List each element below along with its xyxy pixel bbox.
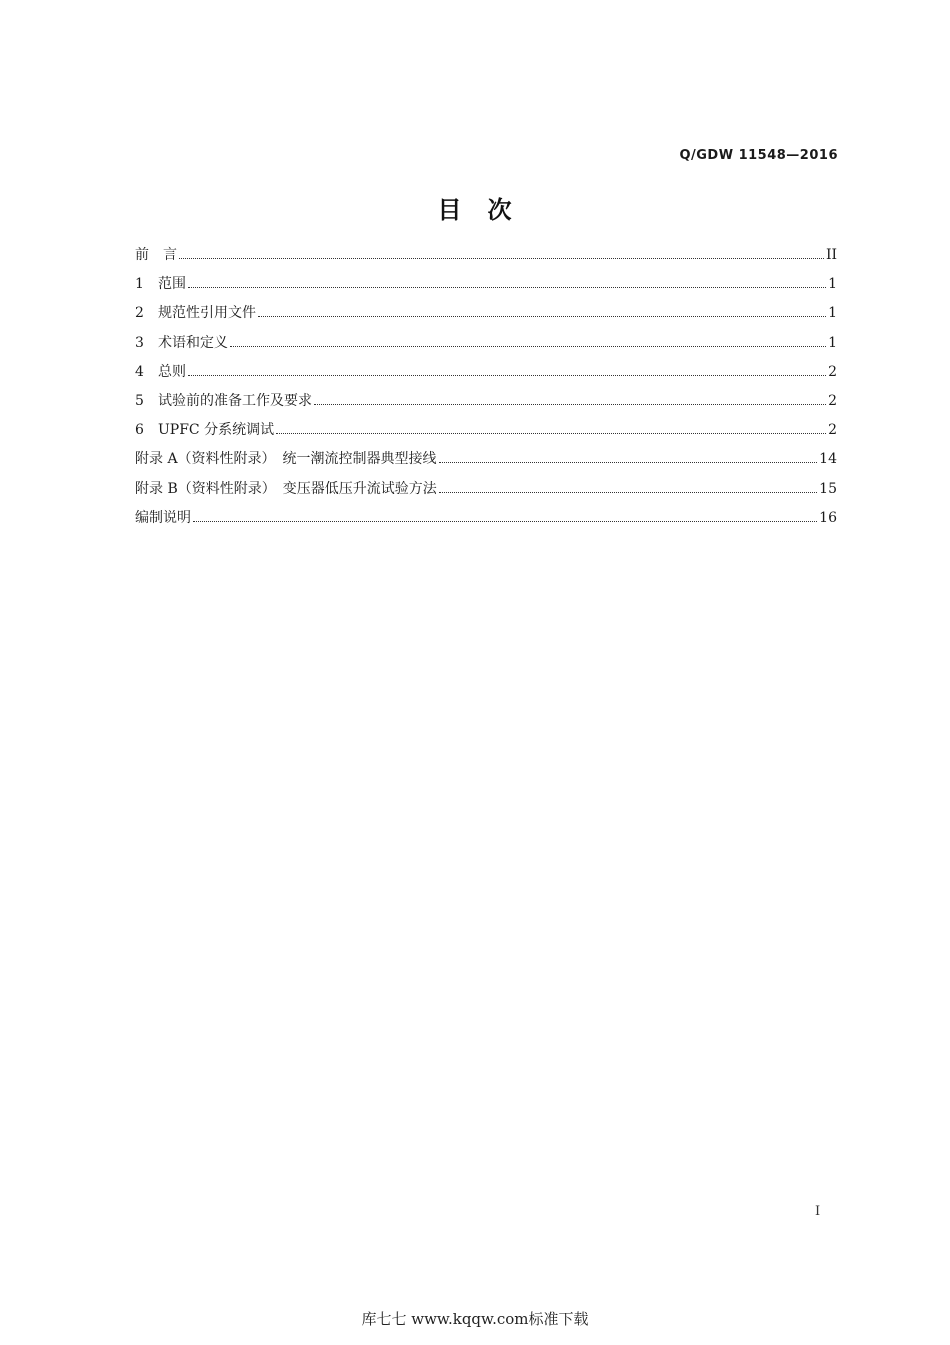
toc-entry-number: 6 [135, 422, 144, 439]
toc-leader-dots [258, 316, 826, 317]
toc-entry-upfc-subsystem[interactable] [135, 420, 837, 449]
toc-leader-dots [314, 404, 826, 405]
toc-entry-page: 2 [828, 363, 837, 380]
toc-entry-label: 前 言 [135, 247, 177, 263]
toc-entry-scope[interactable] [135, 274, 837, 303]
toc-entry-appendix-a[interactable] [135, 449, 837, 478]
toc-entry-label: 附录 A（资料性附录） 统一潮流控制器典型接线 [135, 451, 437, 468]
toc-entry-page: 2 [828, 392, 837, 409]
footer-watermark: 库七七 www.kqqw.com标准下载 [361, 1310, 589, 1328]
toc-entry-page: 1 [828, 305, 837, 322]
toc-entry-label: UPFC 分系统调试 [158, 422, 275, 439]
toc-entry-foreword[interactable] [135, 245, 837, 274]
toc-leader-dots [439, 492, 817, 493]
toc-leader-dots [230, 346, 826, 347]
page-number: I [815, 1204, 821, 1219]
toc-entry-label: 范围 [158, 276, 186, 293]
toc-entry-label: 附录 B（资料性附录） 变压器低压升流试验方法 [135, 480, 437, 497]
toc-entry-page: II [825, 247, 837, 263]
toc-entry-number: 5 [135, 392, 144, 409]
toc-entry-label: 总则 [158, 363, 186, 380]
toc-entry-page: 16 [819, 509, 837, 526]
toc-leader-dots [276, 433, 826, 434]
toc-entry-number: 4 [135, 363, 144, 380]
toc-entry-general[interactable] [135, 362, 837, 391]
toc-entry-label: 规范性引用文件 [158, 305, 256, 322]
toc-leader-dots [188, 375, 826, 376]
toc-entry-normative-references[interactable] [135, 303, 837, 332]
toc-leader-dots [439, 462, 818, 463]
toc-entry-page: 1 [828, 276, 837, 293]
document-code: Q/GDW 11548—2016 [679, 148, 838, 163]
toc-entry-number: 3 [135, 334, 144, 351]
toc-entry-page: 1 [828, 334, 837, 351]
toc-entry-page: 2 [828, 422, 837, 439]
toc-entry-page: 15 [819, 480, 837, 497]
toc-entry-label: 术语和定义 [158, 334, 228, 351]
toc-entry-preparation[interactable] [135, 391, 837, 420]
toc-entry-page: 14 [819, 451, 837, 468]
toc-entry-terms-definitions[interactable] [135, 333, 837, 362]
toc-entry-number: 2 [135, 305, 144, 322]
toc-leader-dots [193, 521, 817, 522]
toc-leader-dots [179, 258, 824, 259]
table-of-contents [135, 245, 837, 537]
toc-entry-drafting-notes[interactable] [135, 508, 837, 537]
toc-entry-appendix-b[interactable] [135, 479, 837, 508]
toc-leader-dots [188, 287, 826, 288]
toc-entry-number: 1 [135, 276, 144, 293]
toc-entry-label: 试验前的准备工作及要求 [158, 392, 312, 409]
toc-entry-label: 编制说明 [135, 509, 191, 526]
toc-title: 目 次 [437, 196, 513, 224]
